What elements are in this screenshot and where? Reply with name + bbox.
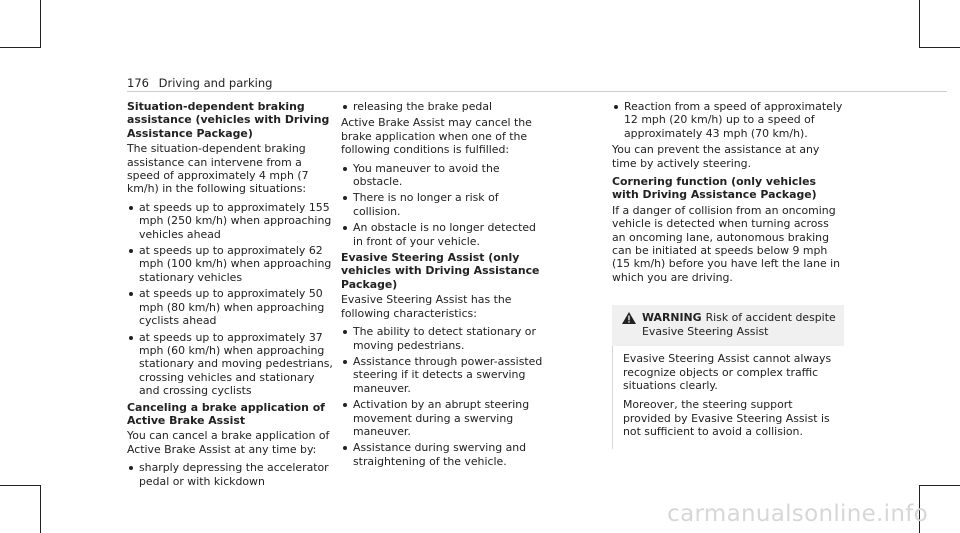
crop-mark <box>920 47 960 48</box>
crop-mark <box>920 485 960 486</box>
heading-canceling-brake: Canceling a brake application of Active Brake Assist <box>127 400 325 427</box>
crop-mark <box>40 485 41 533</box>
list-item: The ability to detect stationary or moving pedestrians. <box>341 325 549 352</box>
crop-mark <box>0 47 40 48</box>
list-item: at speeds up to approximately 155 mph (250 km/h) when approaching vehicles ahead <box>127 201 335 241</box>
list-item: Assistance during swerving and straightening of the vehicle. <box>341 441 549 468</box>
paragraph: You can prevent the assistance at any time by actively steering. <box>612 143 820 170</box>
list-item: There is no longer a risk of collision. <box>341 191 549 218</box>
warning-header <box>620 311 836 338</box>
column-2 <box>341 100 549 471</box>
warning-title: Risk of accident despite Evasive Steering Assist <box>642 311 836 338</box>
heading-evasive-steering: Evasive Steering Assist (only vehicles with Driving Assistance Package) <box>341 251 540 291</box>
paragraph: If a danger of collision from an oncoming vehicle is detected when turning across an oncoming lane, autonomous braking can be initiated at speeds below 9 mph (15 km/h) before you have left the lane in which you are driving. <box>612 203 841 284</box>
page-header <box>127 76 272 90</box>
list-item: at speeds up to approximately 37 mph (60 km/h) when approaching stationary and moving pedestrians, crossing vehicles and stationary and crossing cyclists <box>127 331 335 398</box>
warning-triangle-icon <box>622 312 636 324</box>
list-item: An obstacle is no longer detected in front of your vehicle. <box>341 221 549 248</box>
bullet-list <box>341 325 549 468</box>
paragraph: The situation-dependent braking assistance can intervene from a speed of approximately 4 mph (7 km/h) in the following situations: <box>127 142 309 196</box>
paragraph: You can cancel a brake application of Active Brake Assist at any time by: <box>127 429 330 456</box>
bullet-list <box>341 100 549 113</box>
warning-box <box>612 305 844 448</box>
warning-paragraph: Evasive Steering Assist cannot always recognize objects or complex traffic situations clearly. <box>623 352 832 392</box>
warning-body <box>612 346 844 448</box>
header-divider <box>127 91 947 92</box>
section-title: Driving and parking <box>158 76 273 90</box>
list-item: Reaction from a speed of approximately 12 mph (20 km/h) up to a speed of approximately 43 mph (70 km/h). <box>612 100 844 140</box>
list-item: releasing the brake pedal <box>341 100 549 113</box>
page-number: 176 <box>127 76 149 90</box>
list-item: sharply depressing the accelerator pedal or with kickdown <box>127 461 335 488</box>
watermark: carmanualsonline.info <box>667 501 928 527</box>
crop-mark <box>0 485 40 486</box>
column-1 <box>127 100 335 491</box>
list-item: You maneuver to avoid the obstacle. <box>341 162 549 189</box>
paragraph: Active Brake Assist may cancel the brake application when one of the following conditions is fulfilled: <box>341 116 532 157</box>
bullet-list <box>127 201 335 398</box>
list-item: Activation by an abrupt steering movement during a swerving maneuver. <box>341 398 549 438</box>
bullet-list <box>341 162 549 248</box>
list-item: at speeds up to approximately 50 mph (80 km/h) when approaching cyclists ahead <box>127 287 335 327</box>
warning-label: WARNING <box>642 311 702 325</box>
heading-cornering-function: Cornering function (only vehicles with Driving Assistance Package) <box>612 175 817 202</box>
heading-situation-braking: Situation-dependent braking assistance (vehicles with Driving Assistance Package) <box>127 100 330 140</box>
bullet-list <box>127 461 335 488</box>
column-3 <box>612 100 844 449</box>
list-item: Assistance through power-assisted steering if it detects a swerving maneuver. <box>341 355 549 395</box>
warning-paragraph: Moreover, the steering support provided by Evasive Steering Assist is not sufficient to avoid a collision. <box>623 398 830 439</box>
bullet-list <box>612 100 844 140</box>
paragraph: Evasive Steering Assist has the following characteristics: <box>341 293 512 320</box>
crop-mark <box>919 0 920 48</box>
crop-mark <box>40 0 41 48</box>
list-item: at speeds up to approximately 62 mph (100 km/h) when approaching stationary vehicles <box>127 244 335 284</box>
